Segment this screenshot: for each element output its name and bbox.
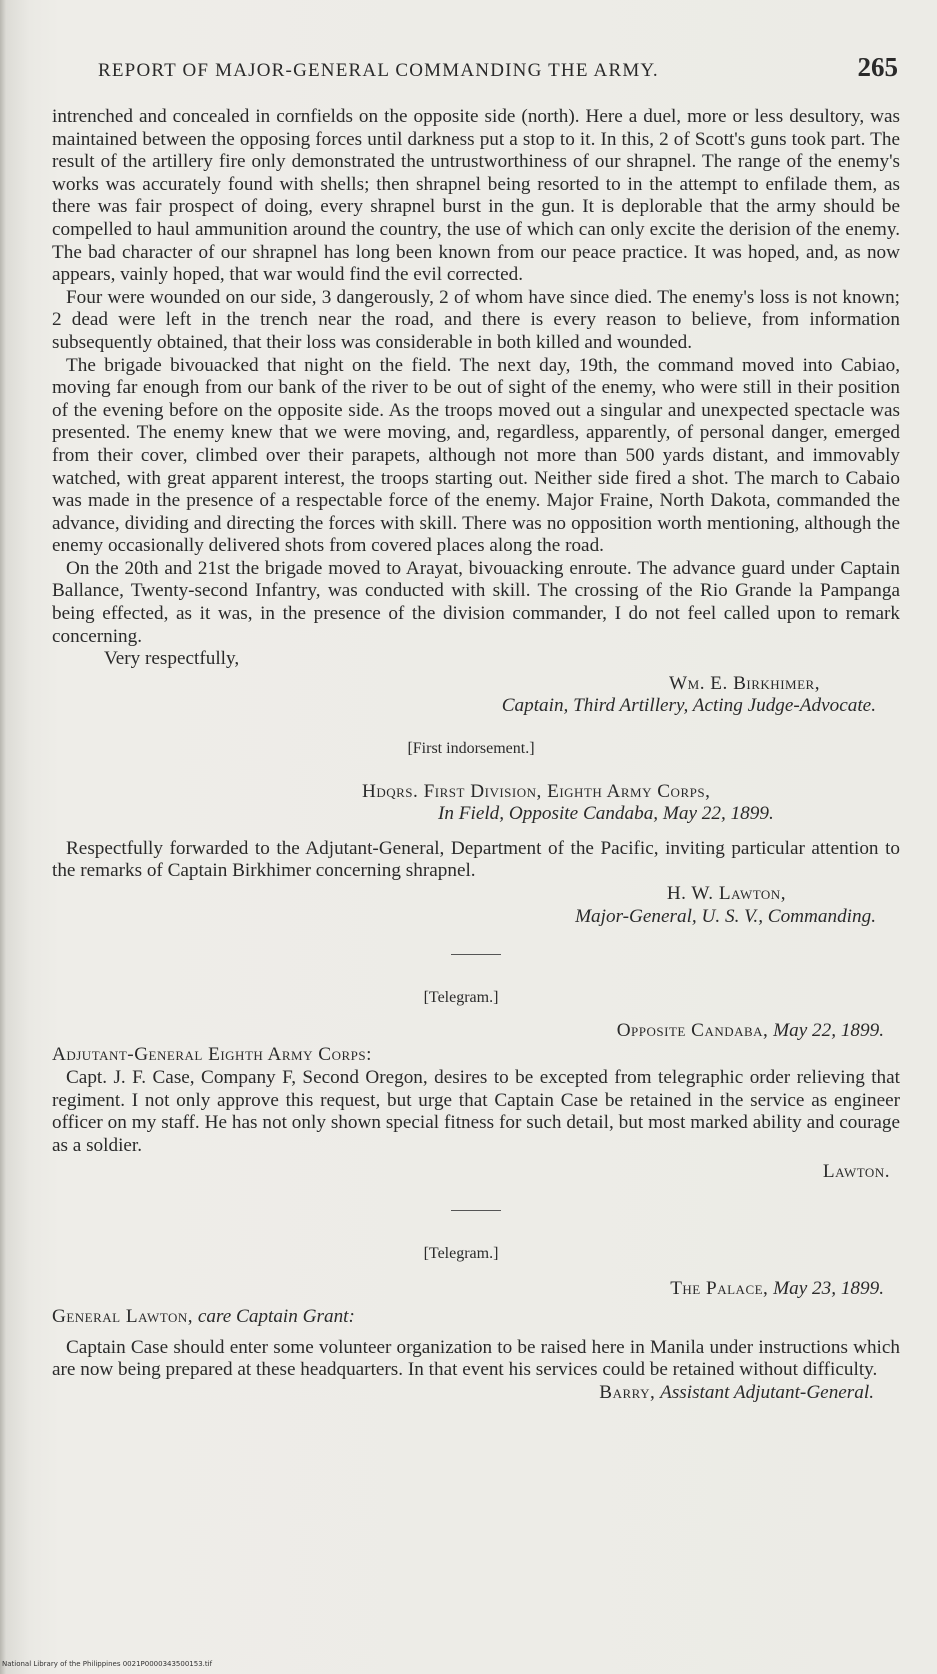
paragraph: intrenched and concealed in cornfields on the opposite side (north). Here a duel, more or less desultory, was maintained between the opposing forces until darkness put a stop to it. In this, 2 of Scott's guns took part. The result of the artillery fire only demonstrated the untrustworthiness of our shrapnel. The range of the enemy's works was accurately found with shells; then shrapnel being resorted to in the attempt to enfilade them, as there was fair prospect of doing, every shrapnel burst in the gun. It is deplorable that the army should be compelled to haul ammunition around the country, the use of which can only excite the derision of the enemy. The bad character of our shrapnel has long been known from our peace practice. It was hoped, and, as now appears, vainly hoped, that war would find the evil corrected.: [52, 106, 900, 286]
signature-name: Wm. E. Birkhimer,: [669, 672, 820, 694]
indorsement-place-date: In Field, Opposite Candaba, May 22, 1899.: [438, 803, 774, 825]
scan-footer: National Library of the Philippines 0021P0000343500153.tif: [2, 1660, 213, 1668]
telegram-addressee: [52, 1306, 900, 1329]
running-title: REPORT OF MAJOR-GENERAL COMMANDING THE ARMY.: [98, 60, 659, 81]
paragraph: On the 20th and 21st the brigade moved to Arayat, bivouacking enroute. The advance guard under Captain Ballance, Twenty-second Infantry, was conducted with skill. The crossing of the Rio Grande la Pampanga being effected, as it was, in the presence of the division commander, I do not feel called upon to remark concerning.: [52, 557, 900, 647]
signature-name: Barry,: [599, 1381, 656, 1403]
section-rule: [451, 954, 501, 955]
telegram-place: Opposite Candaba,: [616, 1019, 769, 1041]
closing-line: Very respectfully,: [104, 648, 240, 670]
page-number: 265: [857, 52, 898, 82]
telegram-date: May 23, 1899.: [773, 1277, 884, 1299]
telegram-signature: Lawton.: [822, 1161, 890, 1183]
telegram-date: May 22, 1899.: [773, 1019, 884, 1041]
telegram-place: The Palace,: [670, 1277, 769, 1299]
signature-title: Major-General, U. S. V., Commanding.: [575, 905, 876, 927]
indorsement-text: Respectfully forwarded to the Adjutant-General, Department of the Pacific, inviting particular attention to the remarks of Captain Birkhimer concerning shrapnel.: [52, 837, 900, 882]
paragraph: Four were wounded on our side, 3 dangerously, 2 of whom have since died. The enemy's loss is not known; 2 dead were left in the trench near the road, and there is every reason to believe, from information subsequently obtained, that their loss was considerable in both killed and wounded.: [52, 286, 900, 353]
section-rule: [451, 1210, 501, 1211]
telegram-label: [Telegram.]: [423, 989, 499, 1007]
signature-name: H. W. Lawton,: [666, 883, 786, 904]
signature-title: Assistant Adjutant-General.: [660, 1381, 874, 1403]
signature-birkhimer: [52, 673, 876, 718]
signature-barry: [52, 1382, 874, 1405]
indorsement-header: [362, 781, 900, 826]
telegram-text: Captain Case should enter some volunteer organization to be raised here in Manila under instructions which are now being prepared at these headquarters. In that event his services could be retained without difficulty.: [52, 1336, 900, 1381]
indorsement-hq: Hdqrs. First Division, Eighth Army Corps,: [362, 780, 711, 802]
indorsement-heading: [First indorsement.]: [407, 740, 535, 758]
addressee-care: care Captain Grant:: [197, 1306, 355, 1328]
telegram-dateline: [52, 1278, 884, 1301]
signature-lawton: [52, 883, 876, 928]
page-header: [98, 52, 898, 88]
paragraph: The brigade bivouacked that night on the field. The next day, 19th, the command moved into Cabiao, moving far enough from our bank of the river to be out of sight of the enemy, who were still in their position of the evening before on the opposite side. As the troops moved out a singular and unexpected spectacle was presented. The enemy knew that we were moving, and, regardless, apparently, of personal danger, emerged from their cover, climbed over their parapets, although not more than 500 yards distant, and immovably watched, with great apparent interest, the troops starting out. Neither side fired a shot. The march to Cabaio was made in the presence of a respectable force of the enemy. Major Fraine, North Dakota, commanded the advance, dividing and directing the forces with skill. There was no opposition worth mentioning, although the enemy occasionally delivered shots from covered places along the road.: [52, 354, 900, 557]
telegram-label: [Telegram.]: [423, 1244, 499, 1262]
signature-title: Captain, Third Artillery, Acting Judge-Advocate.: [501, 695, 876, 717]
report-body: [52, 106, 900, 1405]
telegram-text: Capt. J. F. Case, Company F, Second Oregon, desires to be excepted from telegraphic order relieving that regiment. I not only approve this request, but urge that Captain Case be retained in the service as engineer officer on my staff. He has not only shown special fitness for such detail, but most marked ability and courage as a soldier.: [52, 1066, 900, 1156]
telegram-addressee: Adjutant-General Eighth Army Corps:: [52, 1044, 372, 1066]
addressee-name: General Lawton,: [52, 1306, 194, 1328]
telegram-dateline: [52, 1020, 884, 1043]
page-edge-shadow: [0, 0, 6, 1674]
